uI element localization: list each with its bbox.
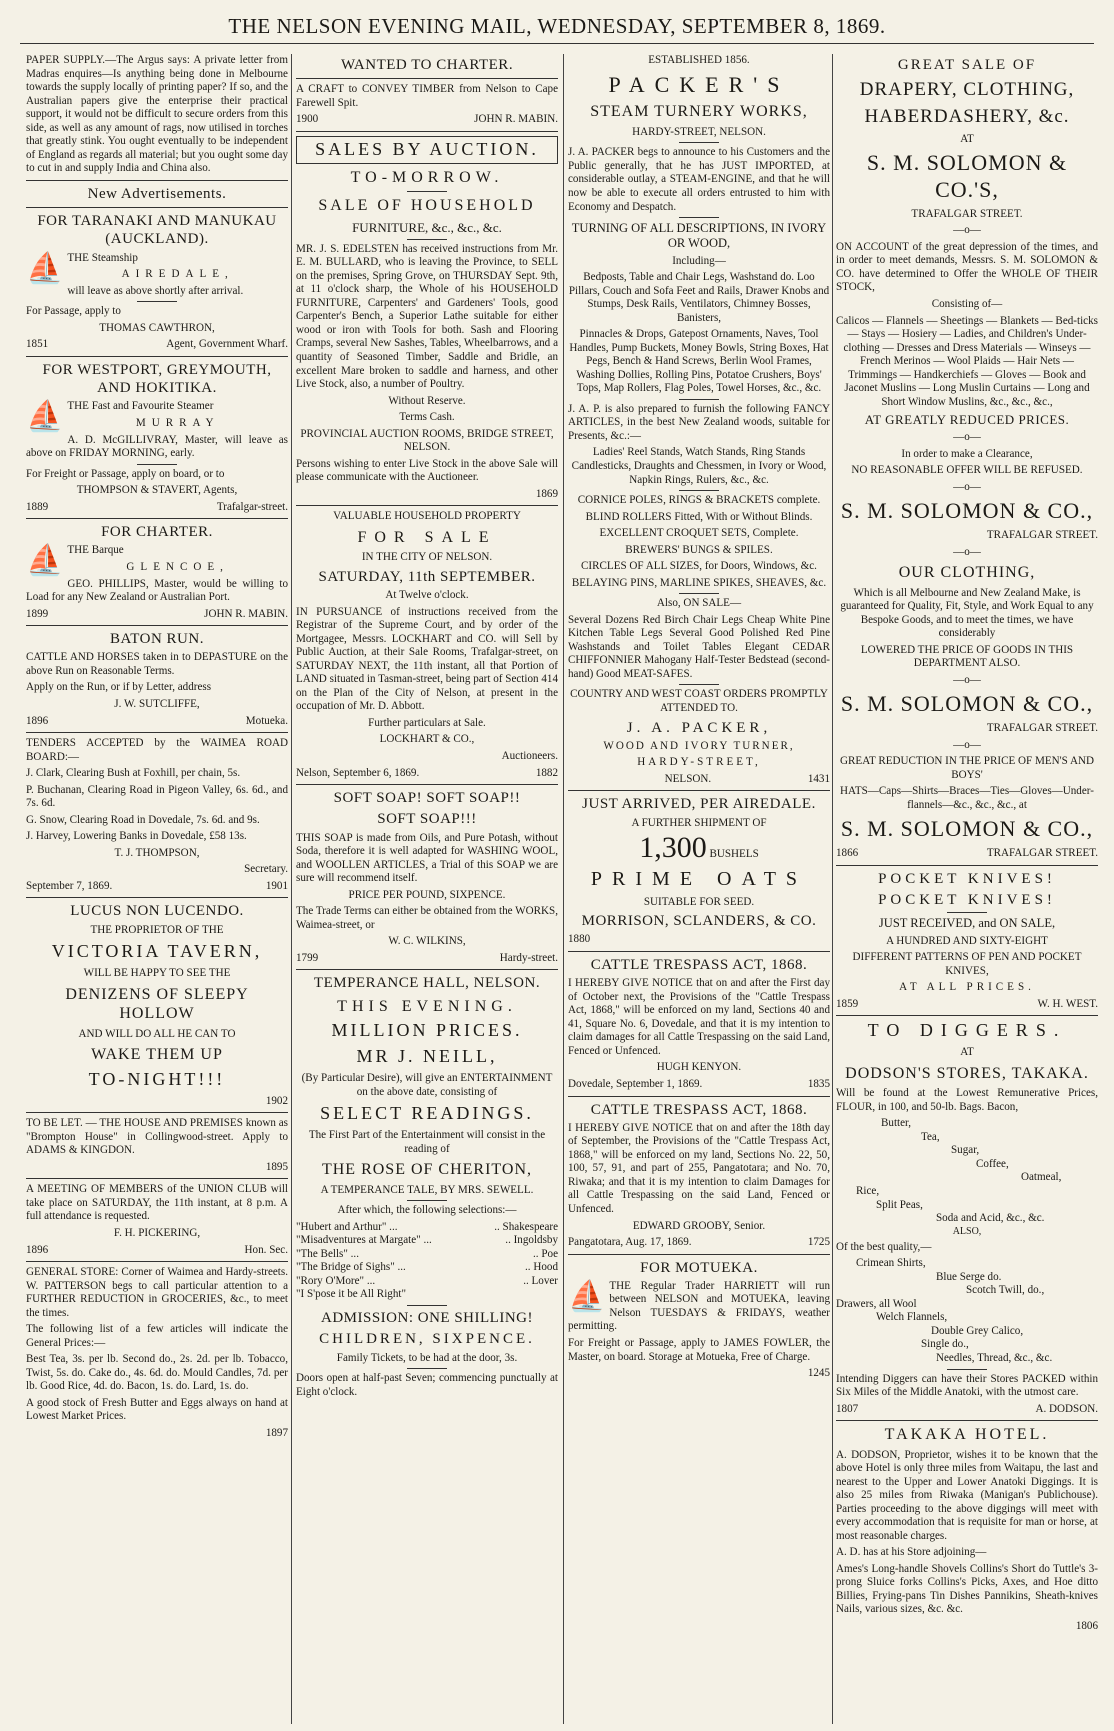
ship-icon: ⛵ (26, 544, 64, 578)
column-rule (832, 54, 833, 1724)
column-rule (291, 54, 292, 1724)
taranaki-heading: FOR TARANAKI AND MANUKAU (AUCKLAND). (37, 213, 277, 248)
paper-supply-article: PAPER SUPPLY.—The Argus says: A private letter from Madras enquires—Is anything being done in Melbourne towards the supply locally of printing paper? If so, and the Australian papers give the enterprise their practical support, it would not be difficult to secure orders from this side, as well as any amount of rags, now utilised in torches that greatly stink. You ought eventually to be independent of England as regards all material; but you ought some day to cut in and supply India and China also. (26, 54, 288, 175)
column-1: PAPER SUPPLY.—The Argus says: A private letter from Madras enquires—Is anything being done in Melbourne towards the supply locally of printing paper? If so, and the Australian papers give the enterprise their practical support, it would not be difficult to secure orders from this side, as well as any amount of rags, now utilised in torches that greatly stink. You ought eventually to be independent of England as regards all material; but you ought some day to cut in and supply India and China also. New Advertisements. FOR TARANAKI AND MANUKAU (AUCKLAND). ⛵ THE Steamship AIREDALE, will leave as above shortly after arrival. For Passage, apply to THOMAS CAWTHRON, 1851 Agent, Government Wharf. FOR WESTPORT, GREYMOUTH, AND HOKITIKA. ⛵ THE Fast and Favourite Steamer MURRAY A. D. McGILLIVRAY, Master, will leave as above on FRIDAY MORNING, early. For Freight or Passage, apply on board, or to THOMPSON & STAVERT, Agents, 1889 Trafalgar-street. FOR CHARTER. ⛵ THE Barque GLENCOE, GEO. PHILLIPS, Master, would be willing to Load for any New Zealand or Australian Port. 1899 JOHN R. MABIN. BATON RUN. CATTLE AND HORSES taken in to DEPASTURE on the above Run on Reasonable Terms. Apply on the Run, or if by Letter, address J. W. SUTCLIFFE, 1896 Motueka. TENDERS ACCEPTED by the WAIMEA ROAD BOARD:— J. Clark, Clearing Bush at Foxhill, per chain, 5s. P. Buchanan, Clearing Road in Pigeon Valley, 6s. 6d., and 7s. 6d. G. Snow, Clearing Road in Dovedale, 7s. 6d. and 9s. J. Harvey, Lowering Banks in Dovedale, £58 13s. T. J. THOMPSON, Secretary. September 7, 1869. 1901 LUCUS NON LUCENDO. THE PROPRIETOR OF THE VICTORIA TAVERN, WILL BE HAPPY TO SEE THE DENIZENS OF SLEEPY HOLLOW AND WILL DO ALL HE CAN TO WAKE THEM UP TO-NIGHT!!! 1902 TO BE LET. — THE HOUSE AND PREMISES known as "Brompton House" in Collingwood-street. Apply to ADAMS & KINGDON. 1895 A MEETING OF MEMBERS of the UNION CLUB will take place on SATURDAY, the 11th instant, at 8 p.m. A full attendance is requested. F. H. PICKERING, 1896 Hon. Sec. GENERAL STORE: Corner of Waimea and Hardy-streets. W. PATTERSON begs to call particular attention to a FURTHER REDUCTION in GROCERIES, &c., to meet the times. The following list of a few articles will indicate the General Prices:— Best Tea, 3s. per lb. Second do., 2s. 2d. per lb. Tobacco, Twist, 5s. do. Cake do., 4s. 6d. do. Mould Candles, 7d. per lb. Good Rice, 4d. do. Bacon, 1s. do. Lard, 1s. do. A good stock of Fresh Butter and Eggs always on hand at Lowest Market Prices. 1897 (26, 54, 288, 1439)
ship-icon: ⛵ (26, 400, 64, 434)
column-rule (563, 54, 564, 1724)
to-let-notice: TO BE LET. — THE HOUSE AND PREMISES known as "Brompton House" in Collingwood-street. Apply to ADAMS & KINGDON. (26, 1117, 288, 1157)
westport-heading: FOR WESTPORT, GREYMOUTH, AND HOKITIKA. (42, 361, 272, 397)
ship-icon: ⛵ (26, 251, 64, 285)
wanted-heading: WANTED TO CHARTER. (340, 57, 514, 73)
baton-run-heading: BATON RUN. (110, 631, 204, 648)
meeting-notice: A MEETING OF MEMBERS of the UNION CLUB will take place on SATURDAY, the 11th instant, at 8 p.m. A full attendance is requested. (26, 1183, 288, 1223)
general-store-ad: GENERAL STORE: Corner of Waimea and Hardy-streets. W. PATTERSON begs to call particular attention to a FURTHER REDUCTION in GROCERIES, &c., to meet the times. (26, 1266, 288, 1319)
masthead: THE NELSON EVENING MAIL, WEDNESDAY, SEPTEMBER 8, 1869. (20, 14, 1094, 44)
lucus-heading: LUCUS NON LUCENDO. (70, 903, 244, 920)
charter-heading: FOR CHARTER. (101, 524, 213, 541)
ship-icon: ⛵ (568, 1279, 606, 1313)
column-2: WANTED TO CHARTER. A CRAFT to CONVEY TIMBER from Nelson to Cape Farewell Spit. 1900 JOHN R. MABIN. SALES BY AUCTION. TO-MORROW. SALE OF HOUSEHOLD FURNITURE, &c., &c., &c. MR. J. S. EDELSTEN has received instructions from Mr. E. M. BULLARD, who is leaving the Province, to SELL on the premises, Spring Grove, on THURSDAY Sept. 9th, at 11 o'clock sharp, the Whole of his HOUSEHOLD FURNITURE, Carpenters' and Gardeners' Tools, good Carpenter's Bench, a Superior Lathe suitable for either wood or iron with Tools for both. Sash and Flooring Cramps, several New Sashes, Tables, Wheelbarrows, and a quantity of Seasoned Timber, Saddle and Bridle, an excellent Mare broken to saddle and harness, and other Live Stock, also, a number of Poultry. Without Reserve. Terms Cash. PROVINCIAL AUCTION ROOMS, BRIDGE STREET, NELSON. Persons wishing to enter Live Stock in the above Sale will please communicate with the Auctioneer. 1869 VALUABLE HOUSEHOLD PROPERTY FOR SALE IN THE CITY OF NELSON. SATURDAY, 11th SEPTEMBER. At Twelve o'clock. IN PURSUANCE of instructions received from the Registrar of the Supreme Court, and by order of the Mortgagee, Messrs. LOCKHART and CO. will Sell by Public Auction, at their Sale Rooms, Trafalgar-street, on SATURDAY NEXT, the 11th instant, all that Portion of LAND situated in Tasman-street, being part of Section 414 on the Plan of the City of Nelson, at present in the occupation of Mr. D. Abbott. Further particulars at Sale. LOCKHART & CO., Auctioneers. Nelson, September 6, 1869. 1882 SOFT SOAP! SOFT SOAP!! SOFT SOAP!!! THIS SOAP is made from Oils, and Pure Potash, without Soda, therefore it is well adapted for WASHING WOOL, and WOOLLEN ARTICLES, a Trial of this SOAP we are sure will recommend itself. PRICE PER POUND, SIXPENCE. The Trade Terms can either be obtained from the WORKS, Waimea-street, or W. C. WILKINS, 1799 Hardy-street. TEMPERANCE HALL, NELSON. THIS EVENING. MILLION PRICES. MR J. NEILL, (By Particular Desire), will give an ENTERTAINMENT on the above date, consisting of SELECT READINGS. The First Part of the Entertainment will consist in the reading of THE ROSE OF CHERITON, A TEMPERANCE TALE, BY MRS. SEWELL. After which, the following selections:— "Hubert and Arthur" ... .. Shakespeare "Misadventures at Margate" ... .. Ingoldsby "The Bells" ... .. Poe "The Bridge of Sighs" ... .. Hood "Rory O'More" ... .. Lover "I S'pose it be All Right" ADMISSION: ONE SHILLING! CHILDREN, SIXPENCE. Family Tickets, to be had at the door, 3s. Doors open at half-past Seven; commencing punctually at Eight o'clock. (296, 57, 558, 1398)
column-4: GREAT SALE OF DRAPERY, CLOTHING, HABERDASHERY, &c. AT S. M. SOLOMON & CO.'S, TRAFALGAR STREET. —o— ON ACCOUNT of the great depression of the times, and in order to meet demands, Messrs. S. M. SOLOMON & CO. have determined to Offer the WHOLE OF THEIR STOCK, Consisting of— Calicos — Flannels — Sheetings — Blankets — Bed-ticks — Stays — Hosiery — Ladies, and Children's Under-clothing — Dresses and Dress Materials — Winseys — French Merinos — Wool Plaids — Hair Nets — Trimmings — Handkerchiefs — Gloves — Book and Jaconet Muslins — Long Muslin Curtains — Long and Short Window Muslins, &c., &c., &c., AT GREATLY REDUCED PRICES. —o— In order to make a Clearance, NO REASONABLE OFFER WILL BE REFUSED. —o— S. M. SOLOMON & CO., TRAFALGAR STREET. —o— OUR CLOTHING, Which is all Melbourne and New Zealand Make, is guaranteed for Quality, Fit, Style, and Work Equal to any Bespoke Goods, and to meet the times, we have considerably LOWERED THE PRICE OF GOODS IN THIS DEPARTMENT ALSO. —o— S. M. SOLOMON & CO., TRAFALGAR STREET. —o— GREAT REDUCTION IN THE PRICE OF MEN'S AND BOYS' HATS—Caps—Shirts—Braces—Ties—Gloves—Under-flannels—&c., &c., &c., at S. M. SOLOMON & CO., 1866 TRAFALGAR STREET. POCKET KNIVES! POCKET KNIVES! JUST RECEIVED, and ON SALE, A HUNDRED AND SIXTY-EIGHT DIFFERENT PATTERNS OF PEN AND POCKET KNIVES, AT ALL PRICES. 1859 W. H. WEST. TO DIGGERS. AT DODSON'S STORES, TAKAKA. Will be found at the Lowest Remunerative Prices, FLOUR, in 100, and 50-lb. Bags. Bacon, Butter, Tea, Sugar, Coffee, Oatmeal, Rice, Split Peas, Soda and Acid, &c., &c. ALSO, Of the best quality,— Crimean Shirts, Blue Serge do. Scotch Twill, do., Drawers, all Wool Welch Flannels, Double Grey Calico, Single do., Needles, Thread, &c., &c. Intending Diggers can have their Stores PACKED within Six Miles of the Middle Anatoki, with the utmost care. 1807 A. DODSON. TAKAKA HOTEL. A. DODSON, Proprietor, wishes it to be known that the above Hotel is only three miles from Waitapu, the last and nearest to the Upper and Lower Anatoki Diggings. It is also 25 miles from Riwaka (Manigan's Publichouse). Parties proceeding to the above diggings will meet with every accommodation that is requisite for man or horse, at most reasonable charges. A. D. has at his Store adjoining— Ames's Long-handle Shovels Collins's Short do Tuttle's 3-prong Sluice forks Collins's Picks, Axes, and Hoe ditto Billies, Frying-pans Tin Dishes Pannikins, Sheath-knives Nails, various sizes, &c. &c. 1806 (836, 57, 1098, 1633)
column-3: ESTABLISHED 1856. PACKER'S STEAM TURNERY WORKS, HARDY-STREET, NELSON. J. A. PACKER begs to announce to his Customers and the Public generally, that he has JUST IMPORTED, at considerable outlay, a STEAM-ENGINE, and that he will now be able to execute all orders entrusted to him with Economy and Despatch. TURNING OF ALL DESCRIPTIONS, IN IVORY OR WOOD, Including— Bedposts, Table and Chair Legs, Washstand do. Loo Pillars, Couch and Sofa Feet and Rails, Drawer Knobs and Stumps, Desk Rails, Ventilators, Chimney Bosses, Banisters, Pinnacles & Drops, Gatepost Ornaments, Naves, Tool Handles, Pump Buckets, Money Bowls, String Boxes, Hat Pegs, Bench & Hand Screws, Berlin Wool Frames, Washing Dollies, Rolling Pins, Potatoe Crushers, Boys' Tops, Map Rollers, Flag Poles, Towel Horses, &c., &c. J. A. P. is also prepared to furnish the following FANCY ARTICLES, in the best New Zealand woods, suitable for Presents, &c.:— Ladies' Reel Stands, Watch Stands, Ring Stands Candlesticks, Draughts and Chessmen, in Ivory or Wood, Napkin Rings, Rulers, &c., &c. CORNICE POLES, RINGS & BRACKETS complete. BLIND ROLLERS Fitted, With or Without Blinds. EXCELLENT CROQUET SETS, Complete. BREWERS' BUNGS & SPILES. CIRCLES OF ALL SIZES, for Doors, Windows, &c. BELAYING PINS, MARLINE SPIKES, SHEAVES, &c. Also, ON SALE— Several Dozens Red Birch Chair Legs Cheap White Pine Kitchen Table Legs Several Good Polished Red Pine Washstands and Toilet Tables Elegant CEDAR CHIFFONNIER Mahogany Half-Tester Bedstead (second-hand) Good MEAT-SAFES. COUNTRY AND WEST COAST ORDERS PROMPTLY ATTENDED TO. J. A. PACKER, WOOD AND IVORY TURNER, HARDY-STREET, NELSON. 1431 JUST ARRIVED, PER AIREDALE. A FURTHER SHIPMENT OF 1,300 BUSHELS PRIME OATS SUITABLE FOR SEED. MORRISON, SCLANDERS, & CO. 1880 CATTLE TRESPASS ACT, 1868. I HEREBY GIVE NOTICE that on and after the First day of October next, the Provisions of the "Cattle Trespass Act, 1868," will be enforced on my land, Sections 40 and 41, Square No. 6, Dovedale, and that it is my intention to claim damages for all Cattle Trespassing on the said Land, Fenced or Unfenced. HUGH KENYON. Dovedale, September 1, 1869. 1835 CATTLE TRESPASS ACT, 1868. I HEREBY GIVE NOTICE that on and after the 18th day of September, the Provisions of the "Cattle Trespass Act, 1868," will be enforced on my land, Sections No. 22, 50, 100, 57, 91, and part of 255, Pangatotara; and No. 70, Riwaka; and that it is my intention to claim Damages for all Cattle Trespassing on the said Land, Fenced or Unfenced. EDWARD GROOBY, Senior. Pangatotara, Aug. 17, 1869. 1725 FOR MOTUEKA. ⛵ THE Regular Trader HARRIETT will run between NELSON and MOTUEKA, leaving Nelson TUESDAYS & FRIDAYS, weather permitting. For Freight or Passage, apply to JAMES FOWLER, the Master, on board. Storage at Motueka, Free of Charge. 1245 (568, 54, 830, 1380)
new-advertisements-heading: New Advertisements. (87, 185, 227, 202)
sales-heading: SALES BY AUCTION. (296, 136, 558, 164)
tenders-notice: TENDERS ACCEPTED by the WAIMEA ROAD BOARD:— (26, 737, 288, 763)
